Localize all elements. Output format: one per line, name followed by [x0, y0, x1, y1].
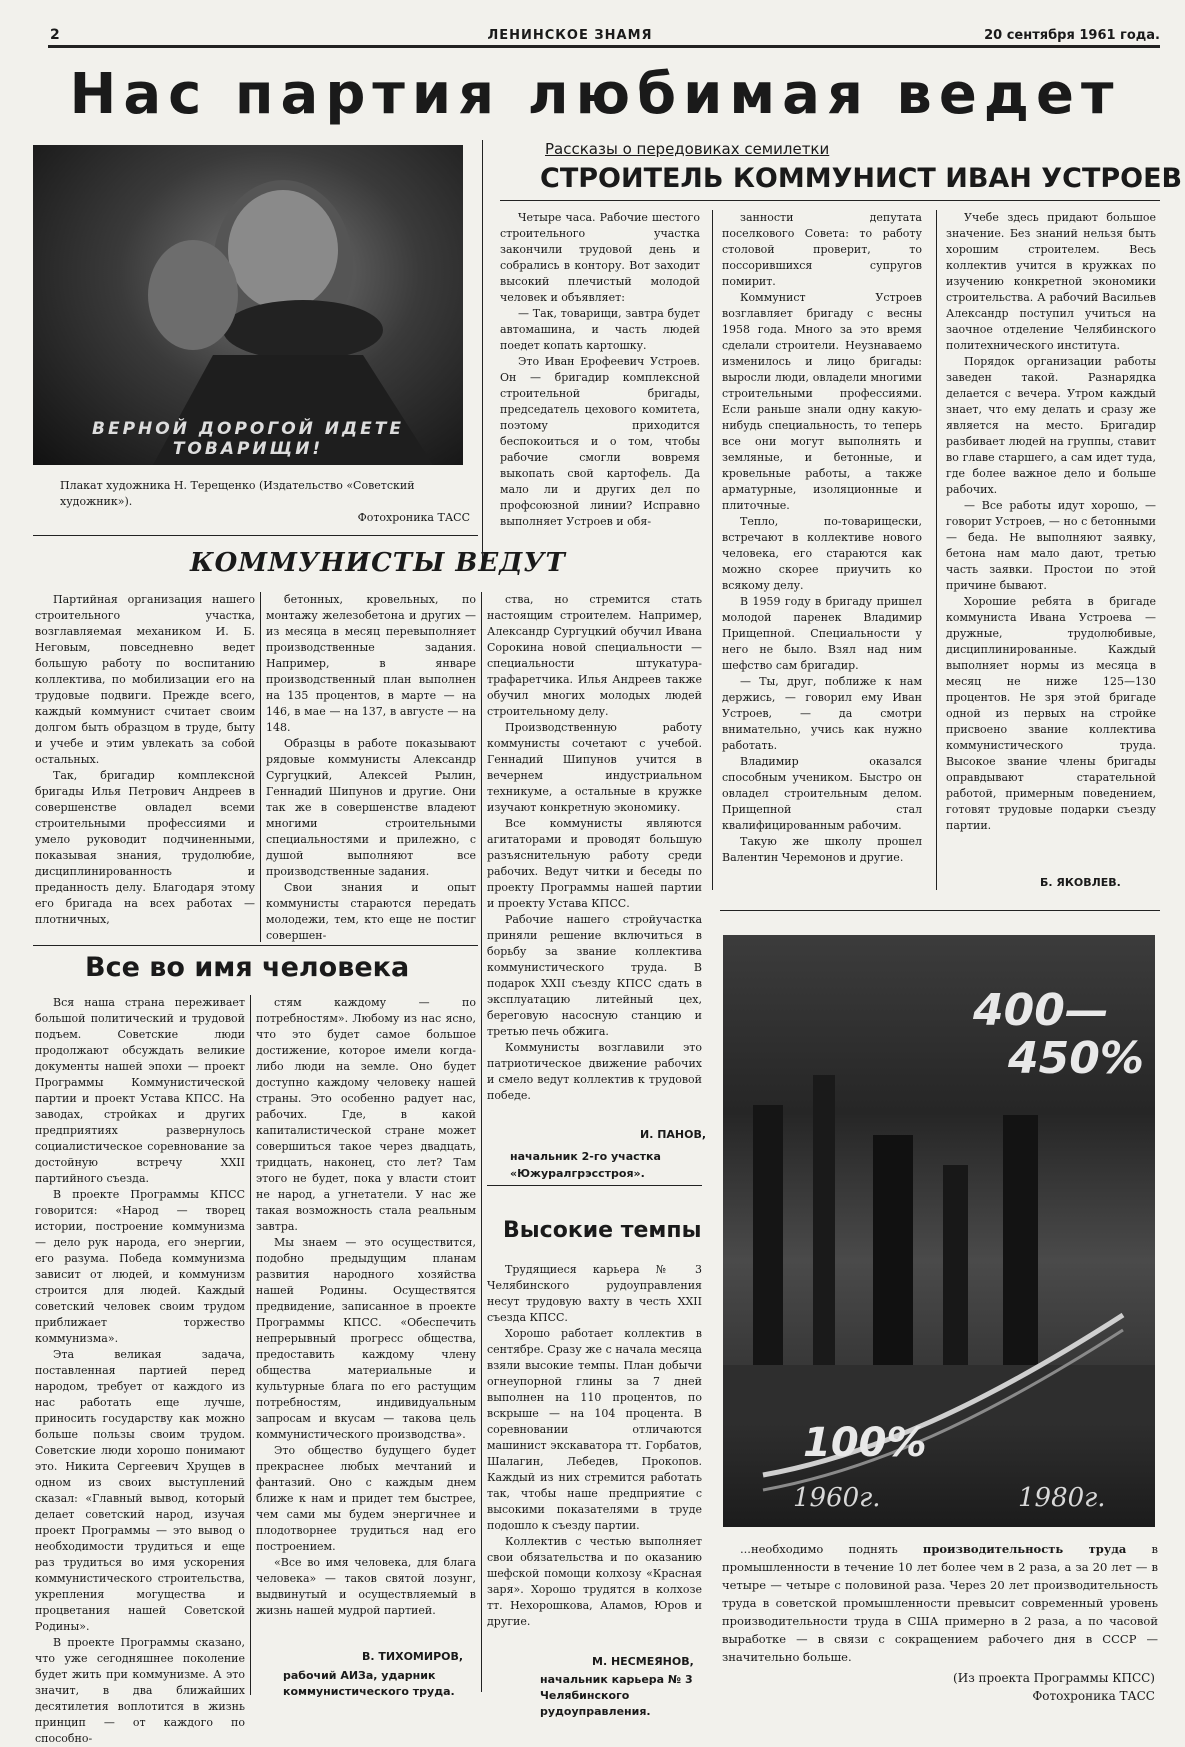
paragraph: Такую же школу прошел Валентин Черемонов и другие. — [722, 835, 922, 864]
ustroev-column-1 — [500, 210, 700, 530]
communists-signature-role: начальник 2-го участка «Южуралгрэсстроя». — [510, 1150, 661, 1180]
poster-value-100: 100% — [803, 1420, 927, 1466]
ustroev-kicker: Рассказы о передовиках семилетки — [545, 140, 830, 158]
communists-column-1 — [35, 592, 255, 928]
communists-signature: И. ПАНОВ, — [640, 1128, 707, 1141]
paragraph: Свои знания и опыт коммунисты стараются передать молодежи, тем, кто еще не постиг совершен- — [266, 881, 476, 942]
paragraph: бетонных, кровельных, по монтажу железобетона и других — из месяца в месяц перевыполняет производственные задания. Например, в январе производственный план выполнен на 135 процентов, в марте — на 146, в мае — на 137, в августе — на 148. — [266, 593, 476, 734]
paragraph: В 1959 году в бригаду пришел молодой паренек Владимир Прищепной. Специальности у него не было. Взял над ним шефство сам бригадир. — [722, 595, 922, 672]
column-divider — [936, 210, 937, 890]
high-pace-title: Высокие темпы — [503, 1218, 702, 1243]
paragraph: — Так, товарищи, завтра будет автомашина, и часть людей поедет копать картошку. — [500, 307, 700, 352]
paragraph: В проекте Программы сказано, что уже сегодняшнее поколение будет жить при коммунизме. А это значит, в два ближайших десятилетия воплотится в жизнь принцип — от каждого по способно- — [35, 1636, 245, 1745]
ustroev-column-2 — [722, 210, 922, 866]
paragraph: Рабочие нашего стройучастка приняли решение включиться в борьбу за звание коллектива коммунистического труда. В подарок XXII съезду КПСС сдать в эксплуатацию литейный цех, береговую насосную станцию и третью печь обжига. — [487, 913, 702, 1038]
paragraph: Владимир оказался способным учеником. Быстро он овладел строительным делом. Прищепной стал квалифицированным рабочим. — [722, 755, 922, 832]
paragraph: Коммунисты возглавили это патриотическое движение рабочих и смело ведут коллектив к трудовой победе. — [487, 1041, 702, 1102]
caption-emphasis: производительность труда — [922, 1542, 1127, 1556]
paragraph: Это Иван Ерофеевич Устроев. Он — бригадир комплексной строительной бригады, председатель цехового комитета, поэтому приходится беспокоиться и о том, чтобы рабочие смогли вовремя выкопать свой картофель. Да мало ли и других дел по профсоюзной линии? Исправно выполняет Устроев и обя- — [500, 355, 700, 528]
communists-column-3 — [487, 592, 702, 1104]
paragraph: Вся наша страна переживает большой политический и трудовой подъем. Советские люди продолжают обсуждать великие документы нашей эпохи — проект Программы Коммунистической партии и проект Устава КПСС. На заводах, стройках и других предприятиях развернулось социалистическое соревнование за достойную встречу XXII партийного съезда. — [35, 996, 245, 1185]
poster-banner: ВЕРНОЙ ДОРОГОЙ ИДЕТЕ ТОВАРИЩИ! — [92, 419, 404, 459]
all-for-man-column-2 — [256, 995, 476, 1619]
paragraph: Эта великая задача, поставленная партией перед народом, требует от каждого из нас работать еще лучше, приносить государству как можно больше пользы своим трудом. Советские люди хорошо понимают это. Никита Сергеевич Хрущев в одном из своих выступлений сказал: «Главный вывод, который делает советский народ, изучая проект Программы — это вывод о необходимости трудиться и еще раз трудиться во имя ускорения коммунистического строительства, укрепления могущества и процветания нашей Советской Родины». — [35, 1348, 245, 1633]
poster-value-450: 450% — [1008, 1033, 1144, 1084]
paragraph: — Ты, друг, поближе к нам держись, — говорил ему Иван Устроев, — да смотри внимательно, учись как нужно работать. — [722, 675, 922, 752]
paragraph: Хорошие ребята в бригаде коммуниста Ивана Устроева — дружные, трудолюбивые, дисциплинированные. Каждый выполняет нормы из месяца в месяц не ниже 125—130 процентов. Не зря этой бригаде одной из первых на стройке присвоено звание коллектива коммунистического труда. Высокое звание члены бригады оправдывают старательной работой, примерным поведением, готовят трудовые подарки съезду партии. — [946, 595, 1156, 832]
productivity-credit: Фотохроника ТАСС — [1032, 1689, 1155, 1703]
paragraph: Порядок организации работы заведен такой. Разнарядка делается с вечера. Утром каждый знает, что ему делать и сразу же является на место. Бригадир разбивает людей на группы, ставит во главе старшего, а сам идет туда, где более важное дело и больше рабочих. — [946, 355, 1156, 496]
high-pace-column — [487, 1262, 702, 1630]
all-for-man-title: Все во имя человека — [85, 952, 410, 983]
all-for-man-signature: В. ТИХОМИРОВ, — [362, 1650, 464, 1663]
productivity-caption — [722, 1540, 1158, 1666]
paragraph: Тепло, по-товарищески, встречают в коллективе нового человека, его стараются как можно скорее приучить ко всякому делу. — [722, 515, 922, 592]
communists-column-2 — [266, 592, 476, 944]
paragraph: Так, бригадир комплексной бригады Илья Петрович Андреев в совершенстве овладел всеми строительными профессиями и умело руководит подчиненными, показывая знания, трудолюбие, дисциплинированность и преданность делу. Благодаря этому его бригада на всех работах — плотничных, — [35, 769, 255, 926]
paragraph — [722, 1540, 1158, 1666]
high-pace-top-rule — [487, 1185, 702, 1186]
ustroev-column-3 — [946, 210, 1156, 834]
paragraph: «Все во имя человека, для блага человека» — таков святой лозунг, выдвинутый и осуществляемый в жизнь нашей мудрой партией. — [256, 1556, 476, 1617]
paragraph: стям каждому — по потребностям». Любому из нас ясно, что это будет самое большое достижение, которое имели когда-либо люди на земле. Оно будет доступно каждому человеку нашей страны. Это особенно радует нас, рабочих. Где, в какой капиталистической стране может совершиться такое через двадцать, тридцать, наконец, сто лет? Там этого не будет, пока у власти стоит не народ, а угнетатели. У нас же такая возможность стала реальным завтра. — [256, 996, 476, 1233]
paragraph: Образцы в работе показывают рядовые коммунисты Александр Сургуцкий, Алексей Рылин, Геннадий Шипунов и другие. Они так же в совершенстве владеют многими строительными специальностями и прилежно, с душой выполняют все производственные задания. — [266, 737, 476, 878]
masthead-rule — [48, 45, 1160, 48]
poster-year-1980: 1980г. — [1018, 1483, 1106, 1513]
poster-credit: Фотохроника ТАСС — [357, 511, 470, 524]
poster-figure-icon — [33, 145, 463, 465]
poster-value-400: 400— — [973, 985, 1109, 1036]
paragraph: Хорошо работает коллектив в сентябре. Сразу же с начала месяца взяли высокие темпы. План добычи огнеупорной глины за 7 дней выполнен на 110 процентов, по вскрыше — на 104 процента. В соревновании отличаются машинист экскаватора тт. Горбатов, Шалагин, Лебедев, Прокопов. Каждый из них стремится работать так, чтобы наше предприятие с высокими показателями в труде подошло к съезду партии. — [487, 1327, 702, 1532]
main-headline: Нас партия любимая ведет — [69, 62, 1121, 127]
paragraph: Это общество будущего будет прекраснее любых мечтаний и фантазий. Оно с каждым днем ближе к нам и придет тем быстрее, чем сами мы будем энергичнее и плодотворнее трудиться над его построением. — [256, 1444, 476, 1553]
all-for-man-signature-role: рабочий АИЗа, ударник коммунистического труда. — [283, 1669, 455, 1698]
paragraph: ства, но стремится стать настоящим строителем. Например, Александр Сургуцкий обучил Ивана Сорокина новой специальности — специальности штукатура-трафаретчика. Илья Андреев также обучил многих молодых людей строительному делу. — [487, 593, 702, 718]
paragraph: Производственную работу коммунисты сочетают с учебой. Геннадий Шипунов учится в вечернем индустриальном техникуме, а остальные в кружке изучают конкретную экономику. — [487, 721, 702, 814]
poster-top-rule — [720, 910, 1160, 911]
caption-prefix: ...необходимо поднять — [740, 1542, 923, 1556]
ustroev-title-rule — [500, 200, 1160, 201]
column-divider — [481, 592, 482, 1692]
ustroev-signature: Б. ЯКОВЛЕВ. — [1040, 876, 1121, 889]
paragraph: Коммунист Устроев возглавляет бригаду с весны 1958 года. Много за это время сделали строители. Неузнаваемо изменилось и лицо бригады: выросли люди, овладели многими строительными профессиями. Если раньше знали одну какую-нибудь специальность, то теперь все они могут выполнять и земляные, и бетонные, и кровельные работы, а также арматурные, изоляционные и плиточные. — [722, 291, 922, 512]
communists-top-rule — [33, 535, 478, 536]
caption-rest: в промышленности в течение 10 лет более чем в 2 раза, а за 20 лет — в четыре — четыре с половиной раза. Через 20 лет производительность труда в советской промышленности превысит современный уровень производительности труда в США примерно в 2 раза, а по часовой выработке — в связи с сокращением рабочего дня в СССР — значительно больше. — [722, 1542, 1158, 1664]
paragraph: В проекте Программы КПСС говорится: «Народ — творец истории, построение коммунизма — дело рук народа, его энергии, его разума. Победа коммунизма зависит от людей, и коммунизм строится для людей. Каждый советский человек своим трудом приближает торжество коммунизма». — [35, 1188, 245, 1345]
paragraph: Все коммунисты являются агитаторами и проводят большую разъяснительную работу среди рабочих. Ведут читки и беседы по проекту Программы нашей партии и проекту Устава КПСС. — [487, 817, 702, 910]
paragraph: Четыре часа. Рабочие шестого строительного участка закончили трудовой день и собрались в контору. Вот заходит высокий плечистый молодой человек и объявляет: — [500, 211, 700, 304]
communists-title: КОММУНИСТЫ ВЕДУТ — [190, 548, 566, 578]
section-divider — [482, 140, 483, 565]
poster-image — [33, 145, 463, 465]
high-pace-signature-role: начальник карьера № 3 Челябинского рудоуправления. — [540, 1673, 693, 1718]
paper-name: ЛЕНИНСКОЕ ЗНАМЯ — [487, 28, 653, 43]
poster-year-1960: 1960г. — [793, 1483, 881, 1513]
paragraph: Учебе здесь придают большое значение. Без знаний нельзя быть хорошим строителем. Весь коллектив учится в кружках по изучению конкретной экономики строительства. А рабочий Васильев Александр поступил учиться на заочное отделение Челябинского политехнического института. — [946, 211, 1156, 352]
productivity-source: (Из проекта Программы КПСС) — [953, 1671, 1155, 1685]
paragraph: Трудящиеся карьера № 3 Челябинского рудоуправления несут трудовую вахту в честь XXII съезда КПСС. — [487, 1263, 702, 1324]
issue-date: 20 сентября 1961 года. — [984, 28, 1160, 43]
column-divider — [712, 210, 713, 890]
productivity-poster-image — [723, 935, 1155, 1527]
poster-caption: Плакат художника Н. Терещенко (Издательство «Советский художник»). — [60, 479, 415, 508]
high-pace-signature: М. НЕСМЕЯНОВ, — [592, 1655, 694, 1668]
page-number: 2 — [50, 27, 60, 43]
column-divider — [250, 995, 251, 1695]
ustroev-title: СТРОИТЕЛЬ КОММУНИСТ ИВАН УСТРОЕВ — [540, 163, 1183, 194]
paragraph: Коллектив с честью выполняет свои обязательства и по оказанию шефской помощи колхозу «Красная заря». Хорошо трудятся в колхозе тт. Нехорошкова, Аламов, Юров и другие. — [487, 1535, 702, 1628]
paragraph: Мы знаем — это осуществится, подобно предыдущим планам развития народного хозяйства нашей Родины. Осуществятся предвидение, записанное в проекте Программы КПСС. «Обеспечить непрерывный прогресс общества, предоставить каждому члену общества материальные и культурные блага по его растущим потребностям, индивидуальным запросам и вкусам — такова цель коммунистического производства». — [256, 1236, 476, 1441]
paragraph: Партийная организация нашего строительного участка, возглавляемая механиком И. Б. Неговым, повседневно ведет большую работу по воспитанию коллектива, по мобилизации его на трудовые подвиги. Прежде всего, каждый коммунист считает своим долгом быть образцом в труде, быту и учебе и этим увлекать за собой остальных. — [35, 593, 255, 766]
all-for-man-top-rule — [33, 945, 478, 946]
all-for-man-column-1 — [35, 995, 245, 1747]
paragraph: занности депутата поселкового Совета: то работу столовой проверит, то поссорившихся супругов помирит. — [722, 211, 922, 288]
column-divider — [260, 592, 261, 942]
paragraph: — Все работы идут хорошо, — говорит Устроев, — но с бетонными — беда. Не выполняют заявку, бетона нам мало дают, третью часть заявки. Простои по этой причине бывают. — [946, 499, 1156, 592]
